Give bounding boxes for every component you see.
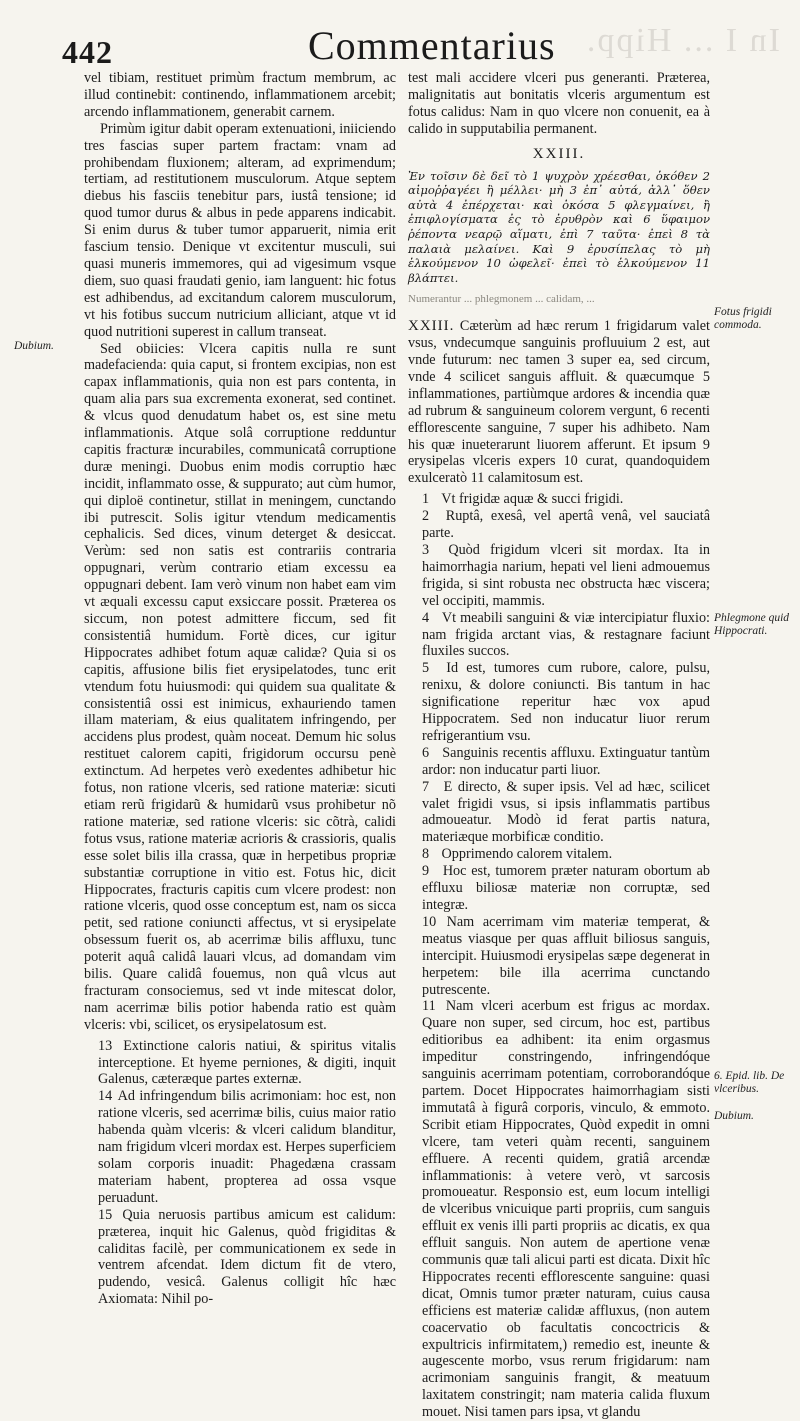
note-4 — [408, 610, 710, 661]
note-text: Ruptâ, exesâ, vel apertâ venâ, vel sauciatâ parte. — [422, 508, 711, 542]
note-text: Quia neruosis partibus amicum est calidum: præterea, inquit hic Galenus, quòd frigiditas & caliditas facilè, per communicationem ex sede in ventrem afcendat. Idem dictum fit de vtero, pudendo, vesicâ. Galenus colligit hîc hæc Axiomata: Nihil po- — [98, 1206, 396, 1308]
margin-note-dubium: Dubium. — [14, 340, 54, 352]
note-number: 1 — [422, 491, 430, 508]
note-3 — [408, 542, 710, 610]
note-text: Hoc est, tumorem præter naturam obortum ab effluxu biliosæ materiæ non corruptæ, sed integræ. — [422, 863, 710, 913]
note-number: 4 — [422, 609, 430, 626]
bleed-through-text: In I ... Hipp. — [584, 22, 780, 59]
note-number: 6 — [422, 744, 430, 761]
note-text: Opprimendo calorem vitalem. — [441, 846, 613, 863]
note-number: 13 — [98, 1037, 113, 1054]
note-11 — [408, 998, 710, 1421]
note-7 — [408, 779, 710, 847]
note-5 — [408, 660, 710, 745]
note-2 — [408, 508, 710, 542]
note-number: 2 — [422, 508, 430, 525]
note-number: 8 — [422, 846, 430, 863]
note-text: E directo, & super ipsis. Vel ad hæc, scilicet valet frigidi vsus, si ipsis inflammatis partibus admoueatur. Modò id ferat partis natura, materiæque morbificæ conditio. — [422, 778, 711, 846]
note-number: 14 — [98, 1088, 113, 1105]
note-number: 5 — [422, 660, 430, 677]
note-8 — [408, 846, 710, 863]
note-14 — [84, 1088, 396, 1206]
greek-tail: Numerantur ... phlegmonem ... calidam, ... — [408, 293, 595, 306]
note-13 — [84, 1038, 396, 1089]
greek-text: Ἐν τοῖσιν δὲ δεῖ τὸ 1 ψυχρὸν χρέεσθαι, ὁκόθεν 2 αἱμοῤῥαγέει ἢ μέλλει· μὴ 3 ἐπ᾽ αὐτά, ἀλλ᾽ ὅθεν αὐτὰ 4 ἐπέρχεται· καὶ ὁκόσα 5 φλεγμαίνει, ἢ ἐπιφλογίσματα ἐς τὸ ἐρυθρὸν καὶ 6 ὕφαιμον ῥέποντα νεαρῷ αἵματι, ἐπὶ 7 ταῦτα· ἐπεὶ 8 τὰ παλαιὰ μελαίνει. Καὶ 9 ἐρυσίπελας τὸ μὴ ἑλκούμενον 10 ὠφελεῖ· ἐπεὶ τὸ ἑλκούμενον 11 βλάπτει. — [408, 168, 710, 285]
note-text: Vt frigidæ aquæ & succi frigidi. — [441, 491, 624, 508]
running-head: Commentarius — [308, 23, 556, 68]
note-text: Nam vlceri acerbum est frigus ac mordax. Quare non super, sed circum, hoc est, partibus editioribus ea adhibent: ita enim orgasmus impeditur constringendo, infringendóque sanguinis acerrimam potentiam, corroborandóque partem. Docet Hippocrates haimorrhagiam sisti immutatâ à figurâ corporis, vinculo, & emmoto. Scribit etiam Hippocrates, Quòd expedit in omni vlcere, tam veteri quàm recenti, sanguinem effluere. A recenti quidem, gratiâ arcendæ inflammationis: à vetere verò, vt sarcosis promoueatur. Responsio est, eum locum intelligi de vlceribus vnicuique parti propriis, cum sanguis effluit ex venis illi parti propriis ac dicatis, ex qua effluit sanguis. Non autem de apertione venæ communis quæ tali alicui parti est dicata. Dixit hîc Hippocrates recenti efflorescente sanguine: quasi dicat, Omnis tumor præter naturam, cuius causa efficiens est materiæ calidæ affluxus, (non autem coacervatio ob facultatis concoctricis & expultricis infirmitatem,) remedio est, ineunte & augescente morbo, vsus rerum frigidarum: nam acrimoniam sanguinis frangit, & meatuum laxitatem constringit; nam materia calida fluxum mouet. Nisi tamen pars ipsa, vt glandu — [422, 998, 711, 1421]
note-number: 3 — [422, 541, 430, 558]
section-label: XXIII. — [408, 318, 455, 335]
note-1 — [408, 491, 710, 508]
note-text: Nam acerrimam vim materiæ temperat, & meatus viasque per quas affluit biliosus sanguis, intercipit. Huiusmodi erysipelas sæpe degenerat in herpetem: bile illa acerrima cunctando putrescente. — [422, 913, 711, 998]
note-number: 11 — [422, 998, 436, 1015]
section-heading: XXIII. — [532, 145, 586, 162]
paragraph: vel tibiam, restituet primùm fractum membrum, ac illud continebit: continendo, inflammationem arcebit; arcendo inflammationem, generabit carnem. — [84, 70, 396, 120]
margin-note-fotus: Fotus frigidi commoda. — [714, 306, 772, 331]
page-number: 442 — [62, 34, 113, 70]
note-number: 15 — [98, 1206, 113, 1223]
margin-note-dubium-right: Dubium. — [714, 1110, 754, 1122]
margin-note-epid: 6. Epid. lib. De vlceribus. — [714, 1070, 785, 1095]
note-number: 7 — [422, 778, 430, 795]
paragraph: test mali accidere vlceri pus generanti. Præterea, malignitatis aut bonitatis vlceris argumentum est fotus calidus: Nam in quo vlcere non conuenit, ea à calido in supputabilia permanent. — [408, 70, 710, 137]
note-9 — [408, 863, 710, 914]
note-15 — [84, 1207, 396, 1308]
note-text: Sanguinis recentis affluxu. Extinguatur tantùm ardor: non inducatur parti liuor. — [422, 744, 711, 778]
paragraph: Primùm igitur dabit operam extenuationi, iniiciendo tres fascias super partem fractam: vnam ad prohibendam fluxionem; alteram, ad exprimendum; tertiam, ad restitutionem musculorum. Atque septem diebus his fasciis tenebitur pars, iustâ tensione; id quod tumor durus & albus in pede apparens indicabit. Si enim durus & tuber tumor apparuerit, nimia erit fascium tensio. Denique vt excitentur musculi, sui quasi muneris immemores, qui ad vigesimum vsque diem, suo quasi fraudati genio, iam languent: hic fotus est adhibendus, ad excitandum calorem musculorum, vt his fotibus succum nutricium alliciant, atque vt id quod nutritioni superest in callum transeat. — [84, 120, 396, 340]
section-intro-text: Cæterùm ad hæc rerum 1 frigidarum valet vsus, vndecumque sanguinis profluuium 2 est, aut vnde futurum: nec tamen 3 super ea, sed circum, vnde 4 scilicet sanguis affluit. & quæcumque 5 inflammationes, partiùmque ardores & incendia quæ ad rubrum & sanguineum colorem vergunt, 6 recenti efflorescente sanguine, 7 super his adhibeto. Nam his quæ inueterarunt liuorem afferunt. Et ipsum 9 erysipelas vlceris expers 10 curat, quandoquidem exulceratò 11 calamitosum est. — [408, 318, 710, 487]
note-text: Id est, tumores cum rubore, calore, pulsu, renixu, & dolore coniuncti. Bis tantum in hac significatione reperitur hæc vox apud Hippocratem. Sed non inducatur liuor rerum refrigerantium vsu. — [422, 660, 711, 744]
left-column — [84, 70, 396, 1308]
right-column — [408, 70, 710, 1421]
note-text: Vt meabili sanguini & viæ intercipiatur fluxio: nam frigida arctant vias, & restagnare faciunt fluxiles succos. — [422, 609, 710, 660]
note-6 — [408, 745, 710, 779]
note-text: Ad infringendum bilis acrimoniam: hoc est, non ratione vlceris, sed acerrimæ bilis, cuius maior ratio habenda quàm vlceris: & vlceri calidum blanditur, nam frigidum vlceri mordax est. Herpes superficiem solam corporis inuadit: Phagedæna crassam materiam habent, propterea ad ossa vsque peruadunt. — [98, 1088, 397, 1206]
margin-note-phlegmone: Phlegmone quid Hippocrati. — [714, 612, 790, 637]
note-number: 10 — [422, 913, 437, 930]
note-text: Quòd frigidum vlceri sit mordax. Ita in haimorrhagia narium, hepati vel lieni admouemus frigida, si sint robusta nec obstructa hæc viscera; vel occipiti, mammis. — [422, 541, 711, 609]
note-number: 9 — [422, 863, 430, 880]
paragraph: Sed obiicies: Vlcera capitis nulla re sunt madefacienda: quia caput, si frontem excipias, non est capax inflammationis, quia non est pars contenta, in quam alia pars sua excrementa exonerat, sed continet. & vlcus quod denudatum habet os, est sine metu inflammationis. Atque solâ corruptione redduntur capitis fracturæ incurabiles, communicatâ corruptione duræ meningi. Duobus enim modis corruptio hæc incidit, inflammato osse, & suppurato; aut cùm humor, qui diploë continetur, stillat in meningem, cunctando ibi putrescit. Solis igitur vtendum medicamentis cephalicis. Sed dices, vinum deterget & desiccat. Verùm: sed non satis est contrariis contraria oppugnari, verùm contrario etiam excessu ea oppugnari debent. Iam verò vinum non habet eam vim vt æquali excessu caput exsiccare possit. Præterea os siccum, non potest admittere ficcum, sed fit consistentiâ humidum. Fortè dices, cur igitur Hippocrates adhibet fotum aquæ calidæ? Quia si os capitis, affusione bilis fiet erysipelatodes, tunc erit vtendum fotu huiusmodi: qui quidem sua qualitate & consistentiâ ossi est inimicus, exhauriendo tamen illam materiam, & eius qualitatem infringendo, per accidens plus prodest, quàm noceat. Demum hic solus restituet calorem capiti, frigidorum occursu penè extinctum. Ad herpetes verò exedentes adhibetur hic fotus, non ratione vlceris, sed ratione materiæ: sicuti etiam rerũ frigidarũ & humidarũ vsus prohibetur nõ ratione materiæ, sed ratione vlceris: sic cõtrà, calidi fotus vsus, ratione materiæ acrioris & crassioris, qualis esse solet bilis illa crassa, quæ in herpetibus propriæ substantiæ corruptione in vitio est. Fotus hic, dicit Hippocrates, fracturis capitis cum vlcere prodest: non ratione vlceris, quod osse conceptum est, nam os sicca petit, sed ratione coniuncti affectus, vt si erysipelate obsessum fuerit os, ab acerrimæ bilis affluxu, tunc poterit aquâ calidâ lauari vlcus, ad domandam vim bilis. Quare calidâ fouemus, non quâ vlcus aut fracturam consociemus, sed vt inde mitescat dolor, nam acerrimæ bilis potior habenda ratio est quàm vlceris: vbi, scilicet, os erysipelatosum est. — [84, 340, 396, 1033]
note-10 — [408, 914, 710, 999]
section-intro — [408, 318, 710, 487]
note-text: Extinctione caloris natiui, & spiritus vitalis interceptione. Et hyeme perniones, & digiti, inquit Galenus, cæteræque partes externæ. — [98, 1037, 397, 1088]
